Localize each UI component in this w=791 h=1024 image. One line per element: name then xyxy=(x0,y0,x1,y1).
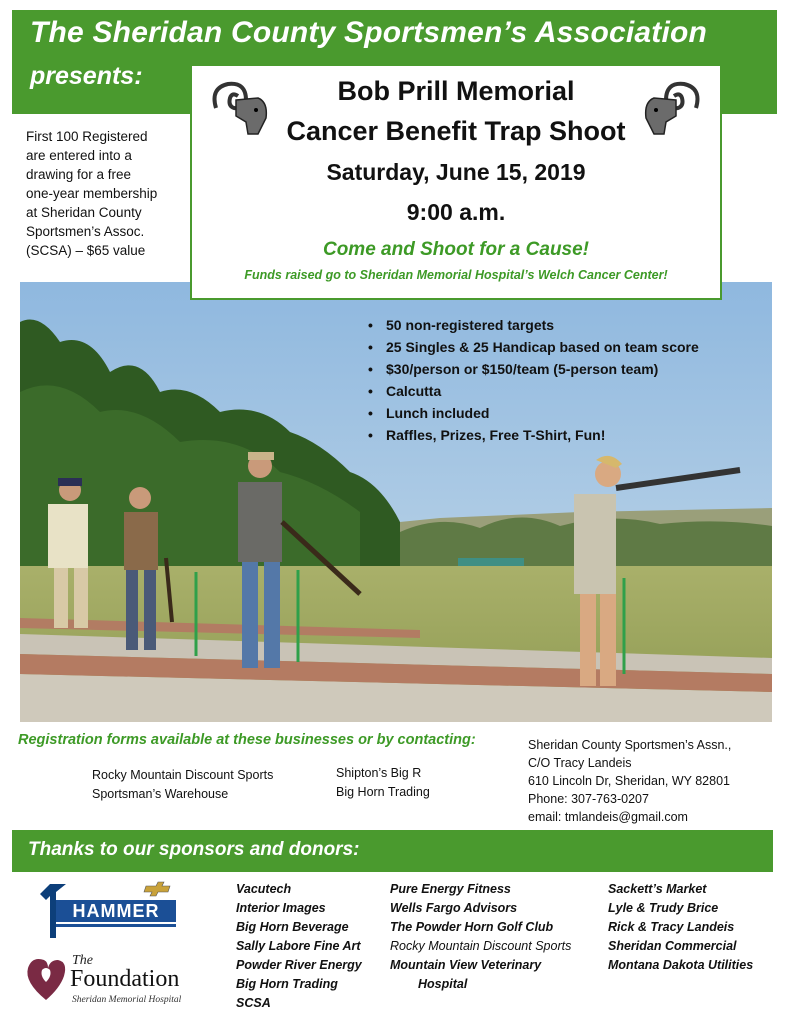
event-tagline: Come and Shoot for a Cause! xyxy=(322,239,590,260)
registration-heading: Registration forms available at these businesses or by contacting: xyxy=(18,732,476,748)
sponsor-list-col-3 xyxy=(608,880,753,975)
business-list-col-1 xyxy=(92,766,273,804)
sponsor-name: Powder River Energy xyxy=(236,958,362,972)
foundation-logo-the: The xyxy=(72,953,93,968)
drawing-note-line: Sportsmen’s Assoc. xyxy=(26,224,145,239)
event-title-line-1: Bob Prill Memorial xyxy=(337,76,575,106)
event-time: 9:00 a.m. xyxy=(406,199,506,225)
event-title-line-2: Cancer Benefit Trap Shoot xyxy=(286,116,626,146)
sponsor-name: Big Horn Beverage xyxy=(236,920,349,934)
sponsor-name: Vacutech xyxy=(236,882,292,896)
sponsor-name: Sheridan Commercial xyxy=(608,939,737,953)
sponsor-name: SCSA xyxy=(236,996,271,1010)
sponsor-name: Sally Labore Fine Art xyxy=(236,939,361,953)
business-name: Rocky Mountain Discount Sports xyxy=(92,768,274,782)
contact-org: Sheridan County Sportsmen’s Assn., xyxy=(528,738,732,752)
event-funds-note: Funds raised go to Sheridan Memorial Hospital’s Welch Cancer Center! xyxy=(244,268,668,282)
sponsor-name: Big Horn Trading xyxy=(236,977,338,991)
event-features-list xyxy=(368,314,699,446)
sponsor-list-col-2 xyxy=(390,880,571,994)
feature-item: • Lunch included xyxy=(368,402,699,424)
feature-item: • 25 Singles & 25 Handicap based on team score xyxy=(368,336,699,358)
sponsor-name: Lyle & Trudy Brice xyxy=(608,901,719,915)
sponsor-name-continued: Hospital xyxy=(418,977,468,991)
bighorn-ram-icon xyxy=(640,78,706,138)
sponsor-name: Wells Fargo Advisors xyxy=(390,901,518,915)
drawing-note-line: one-year membership xyxy=(26,186,158,201)
business-name: Big Horn Trading xyxy=(336,785,430,799)
sponsor-name: Interior Images xyxy=(236,901,326,915)
event-box xyxy=(190,64,722,300)
business-name: Shipton’s Big R xyxy=(336,766,422,780)
business-name: Sportsman’s Warehouse xyxy=(92,787,229,801)
drawing-note-line: drawing for a free xyxy=(26,167,132,182)
sponsor-name: The Powder Horn Golf Club xyxy=(390,920,554,934)
sponsor-name: Pure Energy Fitness xyxy=(390,882,511,896)
foundation-logo-name: Foundation xyxy=(70,966,180,992)
sponsor-heading: Thanks to our sponsors and donors: xyxy=(28,839,360,860)
drawing-note-line: are entered into a xyxy=(26,148,132,163)
feature-item: • Raffles, Prizes, Free T-Shirt, Fun! xyxy=(368,424,699,446)
foundation-logo-sub: Sheridan Memorial Hospital xyxy=(72,995,182,1005)
org-title: The Sheridan County Sportsmen’s Association xyxy=(30,16,708,49)
feature-item: • 50 non-registered targets xyxy=(368,314,699,336)
sponsor-list-col-1 xyxy=(236,880,362,1013)
sponsor-name: Sackett’s Market xyxy=(608,882,707,896)
hammer-logo-text: HAMMER xyxy=(72,901,160,921)
contact-block xyxy=(528,736,731,826)
drawing-note-line: (SCSA) – $65 value xyxy=(26,243,146,258)
business-list-col-2 xyxy=(336,764,430,802)
event-date: Saturday, June 15, 2019 xyxy=(326,159,586,185)
sponsor-name: Mountain View Veterinary xyxy=(390,958,542,972)
drawing-note-line: at Sheridan County xyxy=(26,205,142,220)
contact-email[interactable]: email: tmlandeis@gmail.com xyxy=(528,810,688,824)
drawing-note xyxy=(26,127,191,260)
contact-care-of: C/O Tracy Landeis xyxy=(528,756,632,770)
drawing-note-line: First 100 Registered xyxy=(26,129,148,144)
contact-address: 610 Lincoln Dr, Sheridan, WY 82801 xyxy=(528,774,730,788)
feature-item: • Calcutta xyxy=(368,380,699,402)
hammer-logo xyxy=(36,880,180,942)
contact-phone: Phone: 307-763-0207 xyxy=(528,792,649,806)
sponsor-name: Montana Dakota Utilities xyxy=(608,958,754,972)
sponsor-name: Rocky Mountain Discount Sports xyxy=(390,939,572,953)
sponsor-name: Rick & Tracy Landeis xyxy=(608,920,735,934)
foundation-logo xyxy=(22,948,202,1008)
feature-item: • $30/person or $150/team (5-person team) xyxy=(368,358,699,380)
presents-label: presents: xyxy=(30,62,143,90)
